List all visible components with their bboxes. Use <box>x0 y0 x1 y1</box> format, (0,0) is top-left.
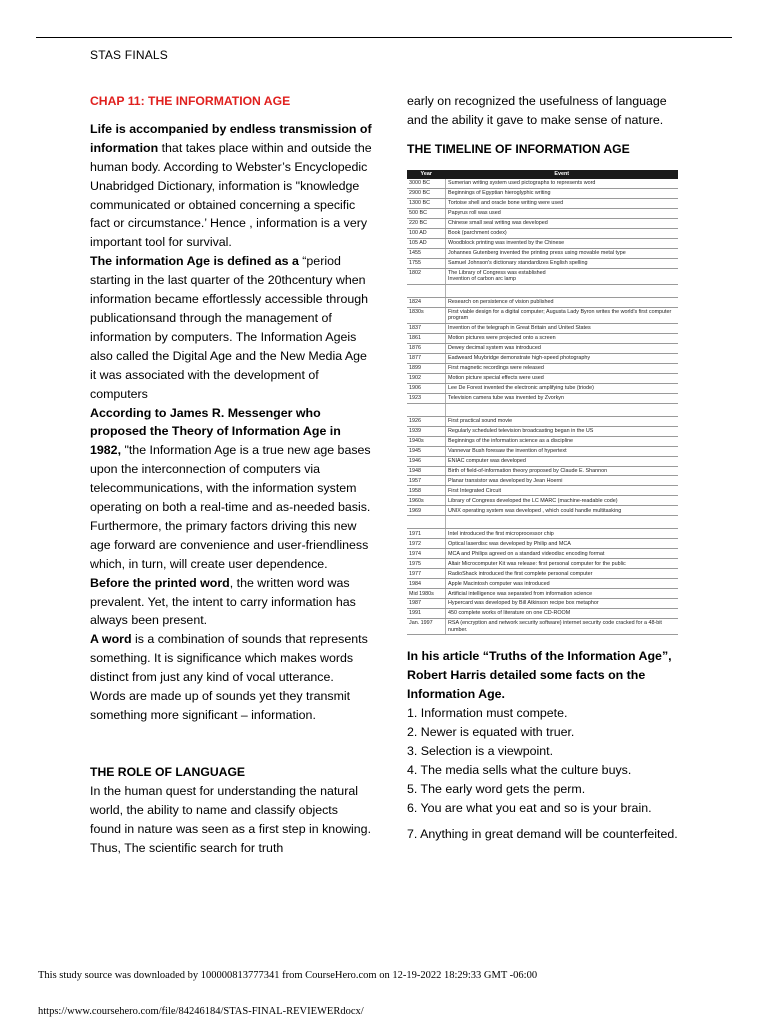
timeline-event: Dewey decimal system was introduced <box>446 343 679 353</box>
timeline-row <box>407 218 678 228</box>
timeline-year: 1987 <box>407 599 446 609</box>
timeline-event: RSA (encryption and network security software) internet security code cracked for a 48-bit number. <box>446 619 679 635</box>
timeline-year: 1824 <box>407 297 446 307</box>
timeline-year: 1939 <box>407 426 446 436</box>
timeline-year: 1948 <box>407 466 446 476</box>
role-of-language-title: THE ROLE OF LANGUAGE <box>90 764 246 779</box>
timeline-row <box>407 476 678 486</box>
timeline-gap-row <box>407 516 678 529</box>
timeline-row <box>407 353 678 363</box>
left-column <box>90 92 372 857</box>
timeline-event: Woodblock printing was invented by the Chinese <box>446 238 679 248</box>
timeline-row <box>407 609 678 619</box>
timeline-event: MCA and Philips agreed on a standard videodisc encoding format <box>446 549 679 559</box>
download-notice: This study source was downloaded by 100000813777341 from CourseHero.com on 12-19-2022 18:29:33 GMT -06:00 <box>38 970 538 981</box>
truth-item: 3. Selection is a viewpoint. <box>407 743 554 758</box>
timeline-year: 1972 <box>407 539 446 549</box>
paragraph-definition <box>90 252 372 403</box>
timeline-year: 1877 <box>407 353 446 363</box>
paragraph-body: is a combination of sounds that represents something. It is significance which makes words distinct from just any kind of vocal utterance. Words are made up of sounds yet they transmit something more significant – information. <box>90 632 368 722</box>
timeline-row <box>407 238 678 248</box>
paragraph-printed-word <box>90 574 372 631</box>
timeline-event: Sumerian writing system used pictographs to represents word <box>446 179 679 188</box>
timeline-year: Jan. 1997 <box>407 619 446 635</box>
timeline-year: 1837 <box>407 323 446 333</box>
paragraph-word <box>90 630 372 725</box>
timeline-year: 105 AD <box>407 238 446 248</box>
timeline-year: Mid 1980s <box>407 589 446 599</box>
timeline-event: Samuel Johnson's dictionary standardizes English spelling <box>446 258 679 268</box>
paragraph-body: “period starting in the last quarter of the 20thcentury when information became effortlessly accessible through publicationsand through the management of information by computers. The Information Ageis also called the Digital Age and the New Media Age it was associated with the development of computers <box>90 254 369 401</box>
harris-intro <box>407 647 679 704</box>
timeline-year: 1899 <box>407 363 446 373</box>
timeline-row <box>407 569 678 579</box>
timeline-row <box>407 559 678 569</box>
timeline-row <box>407 383 678 393</box>
timeline-body <box>407 179 678 635</box>
timeline-gap-row <box>407 284 678 297</box>
right-column <box>407 92 679 844</box>
paragraph-lead: Life is accompanied by endless transmission of information <box>90 121 372 155</box>
timeline-event: 450 complete works of literature on one CD-ROOM <box>446 609 679 619</box>
timeline-row <box>407 297 678 307</box>
truth-item: 6. You are what you eat and so is your brain. <box>407 800 652 815</box>
timeline-event: Johannes Gutenberg invented the printing press using movable metal type <box>446 248 679 258</box>
timeline-row <box>407 599 678 609</box>
timeline-event: Artificial intelligence was separated from information science <box>446 589 679 599</box>
timeline-year: 1876 <box>407 343 446 353</box>
paragraph-lead: Before the printed word <box>90 575 230 590</box>
year-column-header: Year <box>407 170 446 179</box>
timeline-row <box>407 248 678 258</box>
timeline-row <box>407 549 678 559</box>
truth-7: 7. Anything in great demand will be counterfeited. <box>407 827 678 842</box>
timeline-year: 1455 <box>407 248 446 258</box>
timeline-year: 1861 <box>407 333 446 343</box>
paragraph-lead: The information Age is defined as a <box>90 254 299 269</box>
paragraph-messenger <box>90 404 372 574</box>
timeline-title: THE TIMELINE OF INFORMATION AGE <box>407 141 630 156</box>
timeline-event: Tortoise shell and oracle bone writing were used <box>446 198 679 208</box>
timeline-table <box>407 170 678 636</box>
timeline-event: Invention of the telegraph in Great Britain and United States <box>446 323 679 333</box>
paragraph-lead: According to James R. Messenger who proposed the Theory of Information Age in 1982, <box>90 405 341 458</box>
timeline-event: First practical sound movie <box>446 416 679 426</box>
timeline-year: 1906 <box>407 383 446 393</box>
timeline-year: 1974 <box>407 549 446 559</box>
timeline-row <box>407 539 678 549</box>
timeline-row <box>407 188 678 198</box>
timeline-event: Altair Microcomputer Kit was release: first personal computer for the public <box>446 559 679 569</box>
timeline-row <box>407 333 678 343</box>
timeline-event: ENIAC computer was developed <box>446 456 679 466</box>
timeline-row <box>407 268 678 284</box>
timeline-year: 1926 <box>407 416 446 426</box>
timeline-event: Television camera tube was invented by Zvorkyn <box>446 393 679 403</box>
timeline-row <box>407 436 678 446</box>
timeline-event: Apple Macintosh computer was introduced <box>446 579 679 589</box>
timeline-year: 1945 <box>407 446 446 456</box>
timeline-event: Book (parchment codex) <box>446 228 679 238</box>
timeline-year: 1830s <box>407 307 446 323</box>
timeline-row <box>407 179 678 188</box>
timeline-event: First magnetic recordings were released <box>446 363 679 373</box>
timeline-row <box>407 426 678 436</box>
gap-cell <box>407 284 446 297</box>
timeline-year: 1940s <box>407 436 446 446</box>
timeline-event: Planar transistor was developed by Jean Hoerni <box>446 476 679 486</box>
timeline-header-row <box>407 170 678 179</box>
timeline-event: Motion pictures were projected onto a screen <box>446 333 679 343</box>
timeline-event: Research on persistence of vision published <box>446 297 679 307</box>
timeline-row <box>407 486 678 496</box>
timeline-row <box>407 529 678 539</box>
timeline-event: Library of Congress developed the LC MARC (machine-readable code) <box>446 496 679 506</box>
gap-cell <box>446 516 679 529</box>
paragraph-transmission <box>90 120 372 252</box>
header-rule <box>36 37 732 38</box>
gap-cell <box>446 403 679 416</box>
gap-cell <box>446 284 679 297</box>
timeline-year: 1902 <box>407 373 446 383</box>
timeline-year: 1960s <box>407 496 446 506</box>
spacer <box>90 725 372 763</box>
gap-cell <box>407 403 446 416</box>
paragraph-body: that takes place within and outside the human body. According to Webster’s Encyclopedic Unabridged Dictionary, information is "knowledge communicated or obtained concerning a specific fact or circumstance.’ Hence , information is a very important tool for survival. <box>90 140 372 250</box>
timeline-year: 500 BC <box>407 208 446 218</box>
timeline-event: First viable design for a digital computer; Augusta Lady Byron writes the world's first computer program <box>446 307 679 323</box>
timeline-row <box>407 589 678 599</box>
source-url: https://www.coursehero.com/file/84246184/STAS-FINAL-REVIEWERdocx/ <box>38 1006 364 1017</box>
timeline-year: 1958 <box>407 486 446 496</box>
timeline-year: 1971 <box>407 529 446 539</box>
timeline-row <box>407 343 678 353</box>
timeline-year: 1300 BC <box>407 198 446 208</box>
timeline-year: 1957 <box>407 476 446 486</box>
timeline-year: 1969 <box>407 506 446 516</box>
page-header: STAS FINALS <box>90 48 168 62</box>
timeline-year: 2900 BC <box>407 188 446 198</box>
timeline-year: 1991 <box>407 609 446 619</box>
truth-item: 2. Newer is equated with truer. <box>407 724 575 739</box>
timeline-year: 220 BC <box>407 218 446 228</box>
timeline-event: UNIX operating system was developed , which could handle multitasking <box>446 506 679 516</box>
timeline-row <box>407 228 678 238</box>
gap-cell <box>407 516 446 529</box>
timeline-row <box>407 466 678 476</box>
timeline-event: Lee De Forest invented the electronic amplifying tube (triode) <box>446 383 679 393</box>
timeline-event: Eadweard Muybridge demonstrate high-speed photography <box>446 353 679 363</box>
paragraph-body: , the written word was prevalent. Yet, the intent to carry information has always been present. <box>90 575 356 628</box>
timeline-year: 100 AD <box>407 228 446 238</box>
timeline-row <box>407 373 678 383</box>
timeline-gap-row <box>407 403 678 416</box>
timeline-year: 1984 <box>407 579 446 589</box>
truth-item: 4. The media sells what the culture buys. <box>407 762 632 777</box>
timeline-row <box>407 258 678 268</box>
timeline-year: 3000 BC <box>407 179 446 188</box>
timeline-year: 1802 <box>407 268 446 284</box>
role-of-language-text: In the human quest for understanding the natural world, the ability to name and classify objects found in nature was seen as a first step in knowing. Thus, The scientific search for truth <box>90 783 372 855</box>
truth-item: 5. The early word gets the perm. <box>407 781 586 796</box>
timeline-row <box>407 208 678 218</box>
timeline-event: First Integrated Circuit <box>446 486 679 496</box>
paragraph-body: "the Information Age is a true new age bases upon the interconnection of computers via telecommunications, with the information system operating on both a real-time and as-needed basis. Furthermore, the primary factors driving this new age forward are convenience and user-friendliness which, in turn, will create user dependence. <box>90 443 371 571</box>
timeline-event: Vannevar Bush foresaw the invention of hypertext <box>446 446 679 456</box>
timeline-year: 1755 <box>407 258 446 268</box>
timeline-year: 1923 <box>407 393 446 403</box>
timeline-row <box>407 416 678 426</box>
truth-item: 1. Information must compete. <box>407 705 568 720</box>
timeline-event: Chinese small seal writing was developed <box>446 218 679 228</box>
timeline-row <box>407 198 678 208</box>
timeline-event: Optical laserdisc was developed by Philip and MCA <box>446 539 679 549</box>
timeline-year: 1975 <box>407 559 446 569</box>
timeline-row <box>407 579 678 589</box>
timeline-row <box>407 363 678 373</box>
timeline-event: RadioShack introduced the first complete personal computer <box>446 569 679 579</box>
continued-paragraph: early on recognized the usefulness of language and the ability it gave to make sense of nature. <box>407 94 667 127</box>
truths-list <box>407 704 679 817</box>
timeline-event: Papyrus roll was used <box>446 208 679 218</box>
timeline-row <box>407 619 678 635</box>
timeline-row <box>407 323 678 333</box>
spacer <box>407 817 679 825</box>
timeline-row <box>407 307 678 323</box>
timeline-event: Motion picture special effects were used <box>446 373 679 383</box>
timeline-year: 1946 <box>407 456 446 466</box>
timeline-event: Beginnings of Egyptian hieroglyphic writing <box>446 188 679 198</box>
timeline-row <box>407 456 678 466</box>
harris-intro-text: In his article “Truths of the Information Age”, Robert Harris detailed some facts on the Information Age. <box>407 649 672 702</box>
timeline-row <box>407 506 678 516</box>
paragraph-lead: A word <box>90 632 132 647</box>
timeline-row <box>407 496 678 506</box>
timeline-row <box>407 446 678 456</box>
timeline-event: Birth of field-of-information theory proposed by Claude E. Shannon <box>446 466 679 476</box>
timeline-event: Intel introduced the first microprocessor chip <box>446 529 679 539</box>
timeline-event: Regularly scheduled television broadcasting began in the US <box>446 426 679 436</box>
timeline-year: 1977 <box>407 569 446 579</box>
timeline-row <box>407 393 678 403</box>
event-column-header: Event <box>446 170 679 179</box>
timeline-event: The Library of Congress was established Invention of carbon arc lamp <box>446 268 679 284</box>
timeline-event: Hypercard was developed by Bill Atkinson recipe box metaphor <box>446 599 679 609</box>
chapter-title: CHAP 11: THE INFORMATION AGE <box>90 94 291 108</box>
timeline-event: Beginnings of the information science as a discipline <box>446 436 679 446</box>
